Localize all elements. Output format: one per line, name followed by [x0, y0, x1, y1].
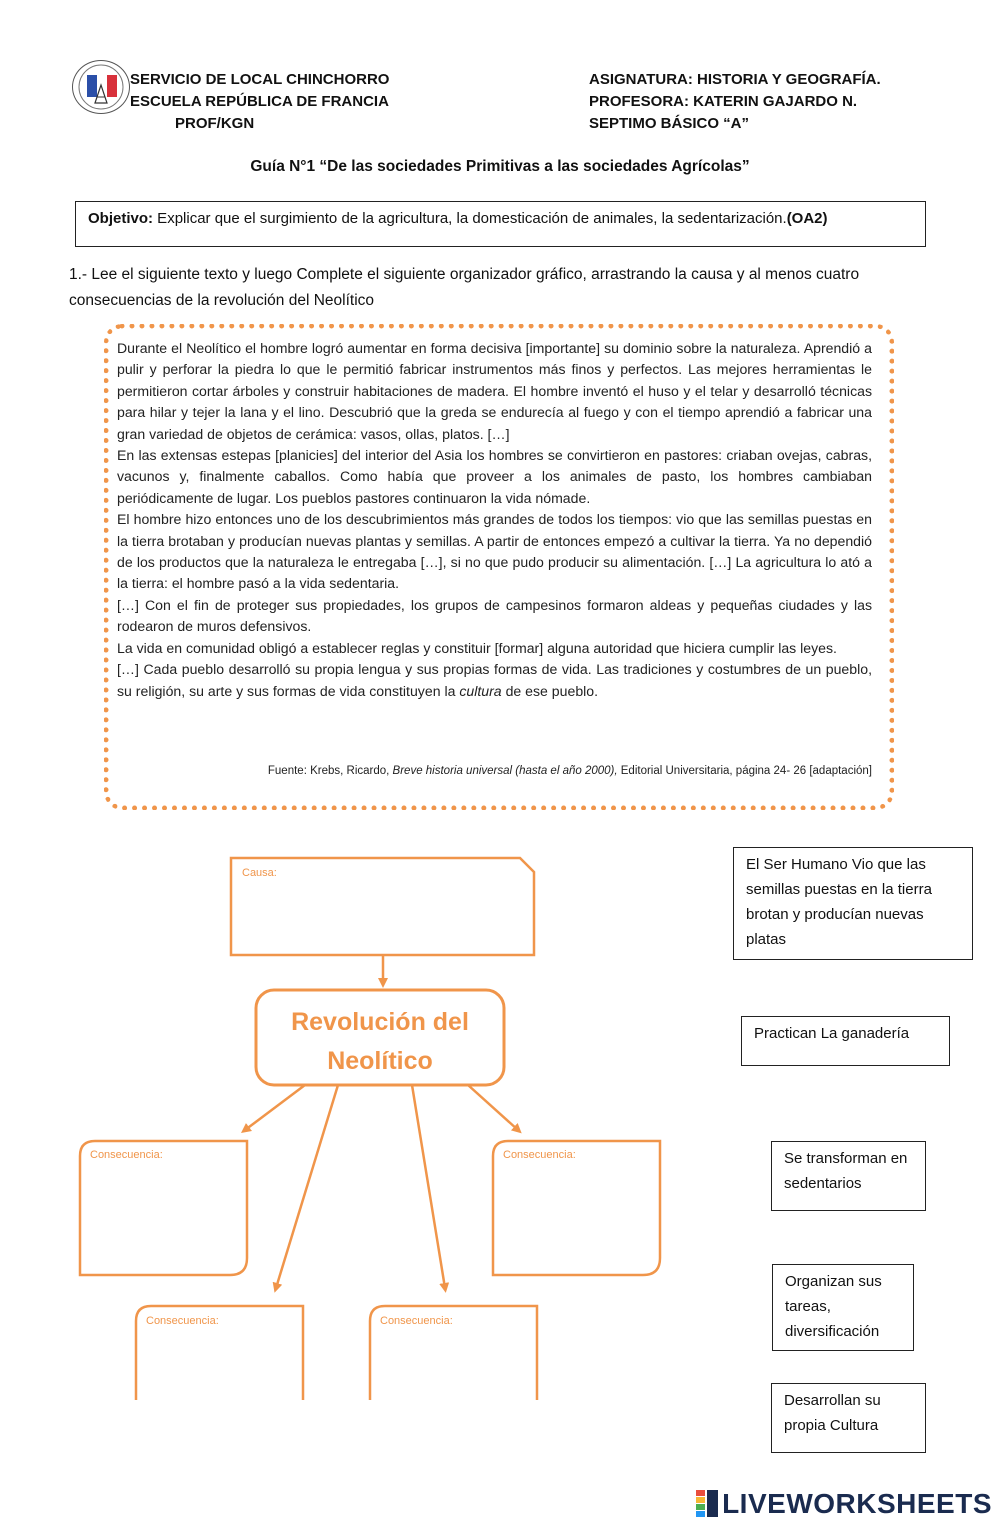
- passage-paragraph: En las extensas estepas [planicies] del interior del Asia los hombres se convirtieron en pastores: criaban ovejas, cabras, vacunos y, finalmente caballos. Como había que proveer a los animales de pasto, los hombres cambiaban periódicamente de lugar. Los pueblos pastores continuaron la vida nómade.: [117, 447, 872, 506]
- center-title-line-2: Neolítico: [327, 1047, 433, 1075]
- header-right-line-1: ASIGNATURA: HISTORIA Y GEOGRAFÍA.: [589, 71, 881, 88]
- header-left-line-2: ESCUELA REPÚBLICA DE FRANCIA: [130, 93, 389, 110]
- passage-paragraph-last: [117, 659, 872, 702]
- school-logo-emblem: [73, 61, 129, 113]
- answer-card-1[interactable]: El Ser Humano Vio que las semillas puestas en la tierra brotan y producían nuevas platas: [733, 847, 973, 960]
- answer-card-5[interactable]: Desarrollan su propia Cultura: [771, 1383, 926, 1453]
- header-left: [130, 69, 389, 135]
- graphic-organizer: [0, 840, 700, 1400]
- header-left-line-1: SERVICIO DE LOCAL CHINCHORRO: [130, 71, 390, 88]
- objective-code: (OA2): [786, 210, 828, 227]
- objective-text: Explicar que el surgimiento de la agricultura, la domesticación de animales, la sedentarización.: [153, 210, 787, 227]
- passage-paragraph: […] Con el fin de proteger sus propiedades, los grupos de campesinos formaron aldeas y pequeñas ciudades y las rodearon de muros defensivos.: [117, 596, 872, 635]
- arrow-to-consequence-4: [412, 1085, 445, 1288]
- objective-label: Objetivo:: [88, 210, 154, 227]
- liveworksheets-brand: [696, 1488, 992, 1520]
- source-a: Fuente: Krebs, Ricardo,: [267, 765, 393, 777]
- consequence-label-3: Consecuencia:: [146, 1315, 219, 1327]
- answer-card-2[interactable]: Practican La ganadería: [741, 1016, 950, 1066]
- consequence-label-4: Consecuencia:: [380, 1315, 453, 1327]
- passage-source: [117, 765, 872, 777]
- consequence-label-2: Consecuencia:: [503, 1149, 576, 1161]
- answer-card-3[interactable]: Se transforman en sedentarios: [771, 1141, 926, 1211]
- arrow-to-consequence-1: [245, 1085, 305, 1130]
- passage-paragraph: El hombre hizo entonces uno de los descubrimientos más grandes de todos los tiempos: vio que las semillas puestas en la tierra brotaban y producían nuevas plantas y semillas. A partir de entonces empezó a cultivar la tierra. Ya no dependió de los productos que la naturaleza le entregaba […], si no que pudo producir su alimentación. […] La agricultura lo ató a la tierra: el hombre pasó a la vida sedentaria.: [117, 511, 872, 592]
- passage-last-a: […] Cada pueblo desarrolló su propia lengua y sus propias formas de vida. Las tradiciones y costumbres de un pueblo, su religión, su arte y sus formas de vida constituyen la: [117, 661, 872, 699]
- passage-last-em: cultura: [459, 682, 502, 699]
- instruction-text: 1.- Lee el siguiente texto y luego Complete el siguiente organizador gráfico, arrastrando la causa y al menos cuatro consecuencias de la revolución del Neolítico: [69, 266, 860, 309]
- passage-text: [117, 338, 872, 702]
- objective-box: [75, 201, 926, 247]
- consequence-drop-zone-1[interactable]: [80, 1141, 247, 1275]
- school-logo: [72, 60, 130, 114]
- cause-label: Causa:: [242, 867, 277, 879]
- passage-paragraph: La vida en comunidad obligó a establecer reglas y constituir [formar] alguna autoridad que hiciera cumplir las leyes.: [117, 639, 837, 656]
- arrow-to-consequence-2: [468, 1085, 518, 1130]
- passage-last-b: de ese pueblo.: [501, 682, 599, 699]
- consequence-label-1: Consecuencia:: [90, 1149, 163, 1161]
- arrow-to-consequence-3: [276, 1085, 338, 1288]
- source-em: Breve historia universal (hasta el año 2000),: [392, 765, 618, 777]
- passage-paragraph: Durante el Neolítico el hombre logró aumentar en forma decisiva [importante] su dominio sobre la naturaleza. Aprendió a pulir y perforar la piedra lo que le permitió fabricar instrumentos más finos y perfectos. Las mejores herramientas le permitieron cortar árboles y construir habitaciones de madera. El hombre inventó el huso y el telar y desarrolló técnicas para hilar y tejer la lana y el lino. Descubrió que la greda se endurecía al fuego y con el tiempo aprendió a fabricar una gran variedad de objetos de cerámica: vasos, ollas, platos. […]: [117, 340, 872, 442]
- liveworksheets-logo-icon: [696, 1490, 720, 1518]
- consequence-drop-zone-2[interactable]: [493, 1141, 660, 1275]
- header-right-line-3: SEPTIMO BÁSICO “A”: [589, 115, 750, 132]
- header-right-line-2: PROFESORA: KATERIN GAJARDO N.: [589, 93, 858, 110]
- header-left-line-3: PROF/KGN: [175, 115, 255, 132]
- header-right: [589, 69, 881, 135]
- page-title: Guía N°1 “De las sociedades Primitivas a las sociedades Agrícolas”: [250, 158, 750, 175]
- answer-card-4[interactable]: Organizan sus tareas, diversificación: [772, 1264, 914, 1351]
- center-title-line-1: Revolución del: [291, 1008, 469, 1036]
- liveworksheets-wordmark: LIVEWORKSHEETS: [722, 1488, 992, 1519]
- source-b: Editorial Universitaria, página 24- 26 [adaptación]: [617, 765, 872, 777]
